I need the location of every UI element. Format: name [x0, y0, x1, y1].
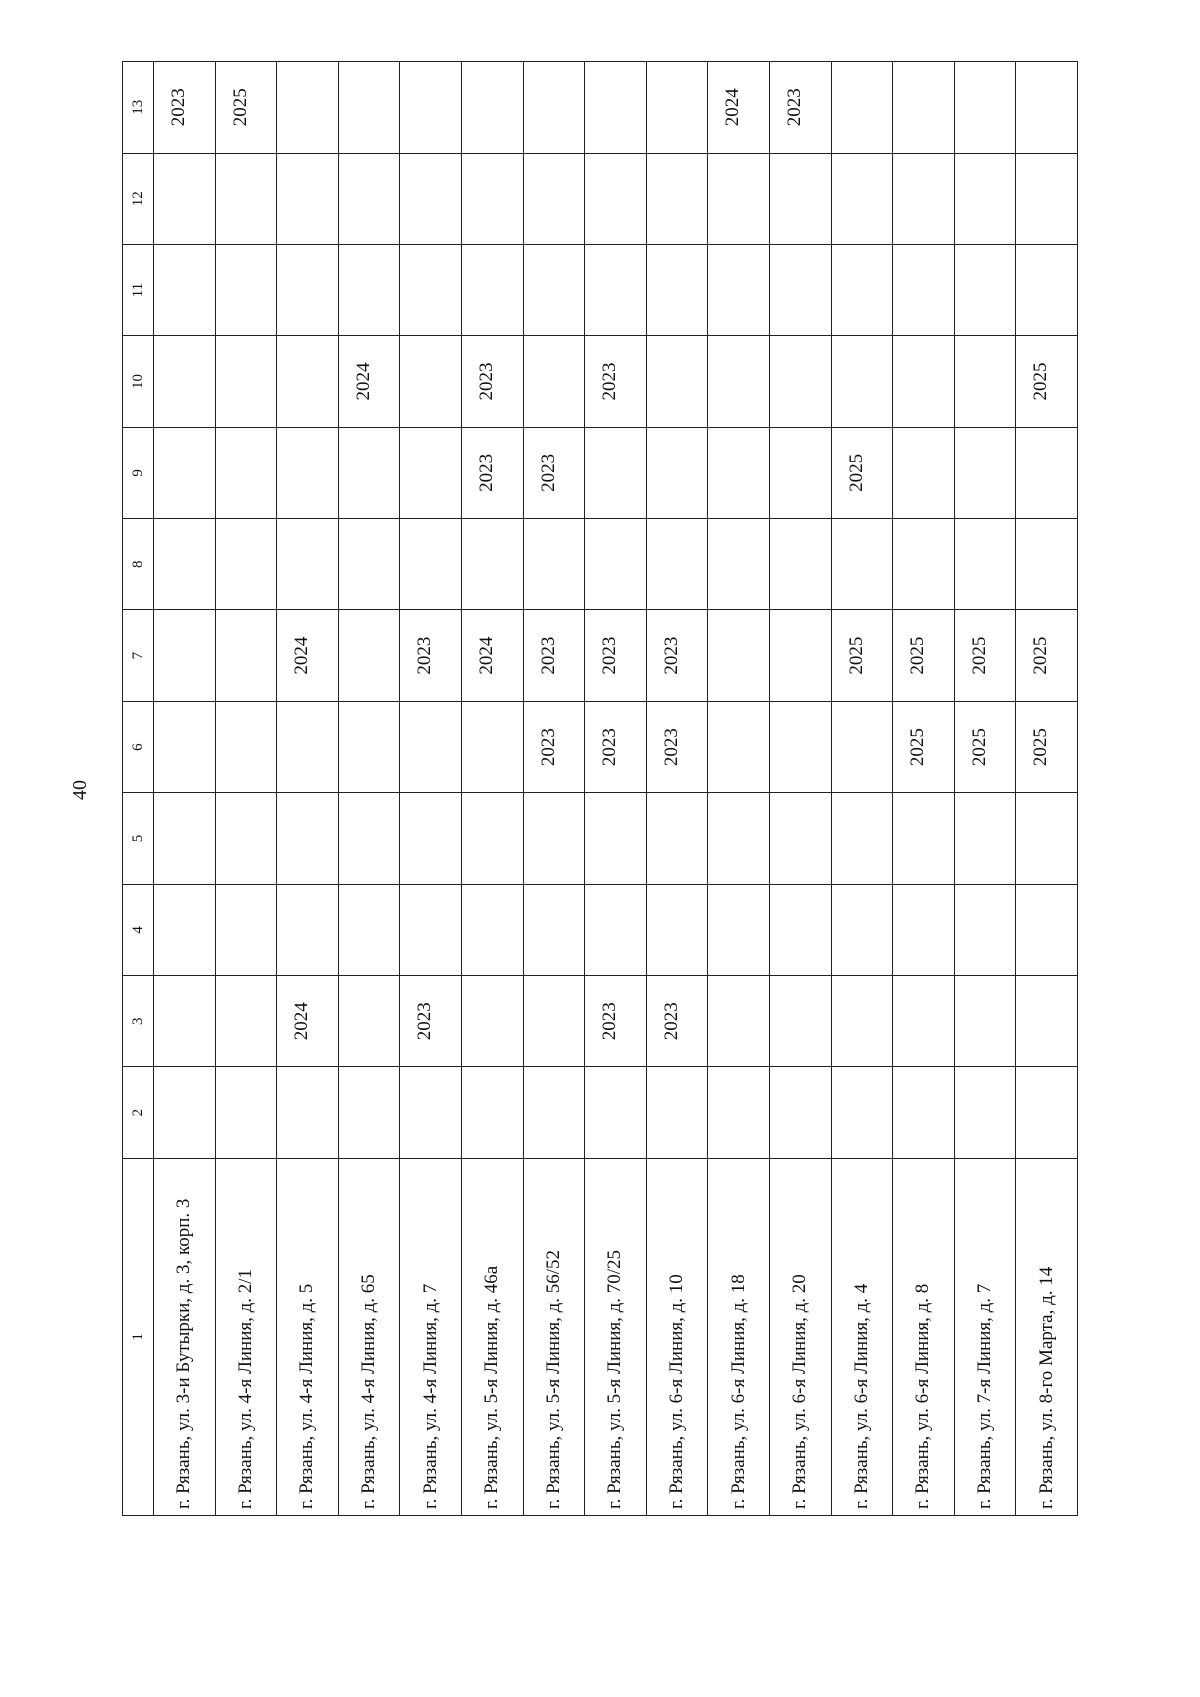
year-cell — [215, 244, 277, 335]
year-cell — [769, 884, 831, 975]
year-cell — [461, 793, 523, 884]
year-cell: 2023 — [646, 701, 708, 792]
column-number: 3 — [123, 976, 154, 1067]
table-row — [215, 62, 277, 1516]
year-cell — [708, 884, 770, 975]
year-cell: 2023 — [585, 610, 647, 701]
year-cell: 2023 — [523, 701, 585, 792]
address-cell: г. Рязань, ул. 6-я Линия, д. 10 — [646, 1158, 708, 1515]
year-cell — [893, 793, 955, 884]
table-row — [585, 62, 647, 1516]
year-cell — [400, 701, 462, 792]
year-cell — [893, 336, 955, 427]
year-cell: 2024 — [277, 976, 339, 1067]
year-cell — [1016, 153, 1078, 244]
column-number: 7 — [123, 610, 154, 701]
address-cell: г. Рязань, ул. 3-и Бутырки, д. 3, корп. 3 — [154, 1158, 216, 1515]
year-cell: 2025 — [1016, 701, 1078, 792]
year-cell — [461, 244, 523, 335]
year-cell — [215, 884, 277, 975]
year-cell — [154, 610, 216, 701]
address-cell: г. Рязань, ул. 4-я Линия, д. 5 — [277, 1158, 339, 1515]
year-cell — [338, 244, 400, 335]
year-cell — [338, 884, 400, 975]
year-cell — [277, 62, 339, 154]
year-cell — [400, 793, 462, 884]
year-cell — [461, 1067, 523, 1158]
address-cell: г. Рязань, ул. 6-я Линия, д. 8 — [893, 1158, 955, 1515]
table-row — [893, 62, 955, 1516]
column-number: 12 — [123, 153, 154, 244]
year-cell — [585, 427, 647, 518]
year-cell: 2023 — [523, 427, 585, 518]
year-cell — [954, 976, 1016, 1067]
year-cell — [893, 519, 955, 610]
year-cell — [893, 153, 955, 244]
table-row — [400, 62, 462, 1516]
year-cell — [154, 976, 216, 1067]
year-cell — [585, 519, 647, 610]
table-row — [277, 62, 339, 1516]
year-cell: 2025 — [893, 610, 955, 701]
year-cell — [708, 610, 770, 701]
year-cell — [400, 62, 462, 154]
year-cell — [215, 427, 277, 518]
year-cell — [708, 793, 770, 884]
column-number: 5 — [123, 793, 154, 884]
rotated-table — [122, 61, 1078, 1516]
year-cell — [954, 427, 1016, 518]
year-cell — [708, 1067, 770, 1158]
year-cell — [338, 701, 400, 792]
year-cell: 2025 — [215, 62, 277, 154]
year-cell — [646, 62, 708, 154]
year-cell — [954, 336, 1016, 427]
column-number-row — [123, 62, 154, 1516]
year-cell: 2025 — [954, 701, 1016, 792]
address-cell: г. Рязань, ул. 6-я Линия, д. 20 — [769, 1158, 831, 1515]
year-cell — [769, 336, 831, 427]
year-cell — [769, 1067, 831, 1158]
address-cell: г. Рязань, ул. 4-я Линия, д. 65 — [338, 1158, 400, 1515]
column-number: 10 — [123, 336, 154, 427]
year-cell — [769, 701, 831, 792]
year-cell — [154, 519, 216, 610]
year-cell: 2024 — [708, 62, 770, 154]
year-cell — [769, 976, 831, 1067]
year-cell — [338, 62, 400, 154]
year-cell — [338, 610, 400, 701]
year-cell — [831, 519, 893, 610]
address-cell: г. Рязань, ул. 7-я Линия, д. 7 — [954, 1158, 1016, 1515]
year-cell — [708, 336, 770, 427]
year-cell — [400, 153, 462, 244]
year-cell: 2023 — [400, 610, 462, 701]
year-cell — [1016, 884, 1078, 975]
table-row — [646, 62, 708, 1516]
column-number: 6 — [123, 701, 154, 792]
year-cell — [585, 884, 647, 975]
year-cell — [954, 884, 1016, 975]
year-cell — [708, 519, 770, 610]
year-cell — [831, 793, 893, 884]
year-cell — [215, 976, 277, 1067]
year-cell — [585, 793, 647, 884]
year-cell — [277, 1067, 339, 1158]
year-cell — [954, 519, 1016, 610]
year-cell — [1016, 62, 1078, 154]
year-cell — [954, 793, 1016, 884]
year-cell — [523, 884, 585, 975]
year-cell — [831, 1067, 893, 1158]
year-cell — [708, 427, 770, 518]
year-cell — [461, 884, 523, 975]
year-cell — [154, 427, 216, 518]
column-number: 11 — [123, 244, 154, 335]
year-cell — [1016, 976, 1078, 1067]
year-cell — [646, 427, 708, 518]
year-cell — [1016, 427, 1078, 518]
year-cell: 2025 — [954, 610, 1016, 701]
year-cell — [400, 519, 462, 610]
year-cell — [338, 519, 400, 610]
year-cell — [461, 153, 523, 244]
year-cell: 2023 — [523, 610, 585, 701]
year-cell — [769, 610, 831, 701]
year-cell — [400, 244, 462, 335]
year-cell: 2023 — [585, 336, 647, 427]
year-cell — [215, 701, 277, 792]
year-cell — [338, 976, 400, 1067]
year-cell: 2023 — [154, 62, 216, 154]
year-cell: 2025 — [831, 427, 893, 518]
year-cell — [585, 1067, 647, 1158]
year-cell — [215, 793, 277, 884]
year-cell — [277, 884, 339, 975]
table-row — [708, 62, 770, 1516]
year-cell — [831, 976, 893, 1067]
address-cell: г. Рязань, ул. 5-я Линия, д. 46а — [461, 1158, 523, 1515]
year-cell — [893, 1067, 955, 1158]
table-row — [831, 62, 893, 1516]
year-cell — [831, 62, 893, 154]
year-cell: 2024 — [461, 610, 523, 701]
year-cell — [338, 1067, 400, 1158]
year-cell — [215, 336, 277, 427]
year-cell — [954, 244, 1016, 335]
year-cell: 2024 — [338, 336, 400, 427]
year-cell — [769, 793, 831, 884]
year-cell — [154, 1067, 216, 1158]
year-cell — [646, 884, 708, 975]
year-cell — [523, 62, 585, 154]
table-row — [154, 62, 216, 1516]
year-cell — [831, 153, 893, 244]
year-cell — [708, 244, 770, 335]
year-cell: 2023 — [646, 976, 708, 1067]
year-cell — [154, 793, 216, 884]
address-cell: г. Рязань, ул. 4-я Линия, д. 2/1 — [215, 1158, 277, 1515]
year-cell — [831, 701, 893, 792]
year-cell — [708, 701, 770, 792]
year-cell — [585, 62, 647, 154]
year-cell — [154, 336, 216, 427]
year-cell — [338, 153, 400, 244]
year-cell: 2025 — [1016, 336, 1078, 427]
column-number: 1 — [123, 1158, 154, 1515]
page-number: 40 — [69, 780, 91, 800]
year-cell — [523, 244, 585, 335]
year-cell — [646, 153, 708, 244]
table-row — [461, 62, 523, 1516]
address-cell: г. Рязань, ул. 5-я Линия, д. 56/52 — [523, 1158, 585, 1515]
table-row — [338, 62, 400, 1516]
address-cell: г. Рязань, ул. 5-я Линия, д. 70/25 — [585, 1158, 647, 1515]
year-cell — [154, 884, 216, 975]
year-cell — [646, 336, 708, 427]
year-cell: 2025 — [831, 610, 893, 701]
year-cell — [831, 884, 893, 975]
year-cell — [400, 1067, 462, 1158]
year-cell — [215, 153, 277, 244]
year-cell — [893, 884, 955, 975]
year-cell — [215, 610, 277, 701]
year-cell — [954, 1067, 1016, 1158]
year-cell: 2023 — [461, 336, 523, 427]
year-cell — [646, 244, 708, 335]
year-cell — [954, 153, 1016, 244]
year-cell — [523, 336, 585, 427]
year-cell: 2023 — [400, 976, 462, 1067]
year-cell — [954, 62, 1016, 154]
year-cell — [277, 701, 339, 792]
year-cell: 2024 — [277, 610, 339, 701]
year-cell — [646, 793, 708, 884]
year-cell — [523, 976, 585, 1067]
year-cell: 2023 — [461, 427, 523, 518]
address-cell: г. Рязань, ул. 6-я Линия, д. 18 — [708, 1158, 770, 1515]
year-cell — [277, 153, 339, 244]
year-cell — [154, 244, 216, 335]
year-cell — [154, 701, 216, 792]
year-cell — [708, 153, 770, 244]
year-cell — [400, 884, 462, 975]
year-cell — [461, 701, 523, 792]
table-row — [1016, 62, 1078, 1516]
year-cell — [646, 1067, 708, 1158]
year-cell — [769, 427, 831, 518]
year-cell — [461, 519, 523, 610]
year-cell — [769, 244, 831, 335]
year-cell — [461, 976, 523, 1067]
year-cell — [585, 153, 647, 244]
year-cell — [1016, 244, 1078, 335]
year-cell: 2023 — [646, 610, 708, 701]
year-cell — [893, 244, 955, 335]
year-cell — [523, 1067, 585, 1158]
year-cell — [893, 62, 955, 154]
year-cell: 2023 — [769, 62, 831, 154]
address-cell: г. Рязань, ул. 8-го Марта, д. 14 — [1016, 1158, 1078, 1515]
year-cell — [277, 336, 339, 427]
column-number: 8 — [123, 519, 154, 610]
year-cell — [277, 244, 339, 335]
year-cell — [523, 793, 585, 884]
address-cell: г. Рязань, ул. 4-я Линия, д. 7 — [400, 1158, 462, 1515]
year-cell — [1016, 519, 1078, 610]
column-number: 9 — [123, 427, 154, 518]
year-cell — [585, 244, 647, 335]
year-cell — [1016, 1067, 1078, 1158]
year-cell — [154, 153, 216, 244]
year-cell: 2023 — [585, 701, 647, 792]
year-cell — [893, 976, 955, 1067]
year-cell — [338, 427, 400, 518]
column-number: 4 — [123, 884, 154, 975]
year-cell — [523, 519, 585, 610]
year-cell — [831, 336, 893, 427]
year-cell — [646, 519, 708, 610]
year-cell: 2023 — [585, 976, 647, 1067]
year-cell — [215, 1067, 277, 1158]
year-cell — [831, 244, 893, 335]
table-row — [523, 62, 585, 1516]
year-cell — [523, 153, 585, 244]
year-cell — [400, 336, 462, 427]
year-cell — [893, 427, 955, 518]
year-cell — [277, 793, 339, 884]
year-cell — [215, 519, 277, 610]
year-cell — [769, 153, 831, 244]
year-cell — [769, 519, 831, 610]
year-cell — [400, 427, 462, 518]
year-cell — [1016, 793, 1078, 884]
column-number: 13 — [123, 62, 154, 154]
year-cell — [461, 62, 523, 154]
table-row — [954, 62, 1016, 1516]
year-cell — [338, 793, 400, 884]
year-cell — [708, 976, 770, 1067]
schedule-table — [122, 61, 1078, 1516]
year-cell: 2025 — [893, 701, 955, 792]
year-cell: 2025 — [1016, 610, 1078, 701]
year-cell — [277, 427, 339, 518]
table-row — [769, 62, 831, 1516]
column-number: 2 — [123, 1067, 154, 1158]
address-cell: г. Рязань, ул. 6-я Линия, д. 4 — [831, 1158, 893, 1515]
year-cell — [277, 519, 339, 610]
